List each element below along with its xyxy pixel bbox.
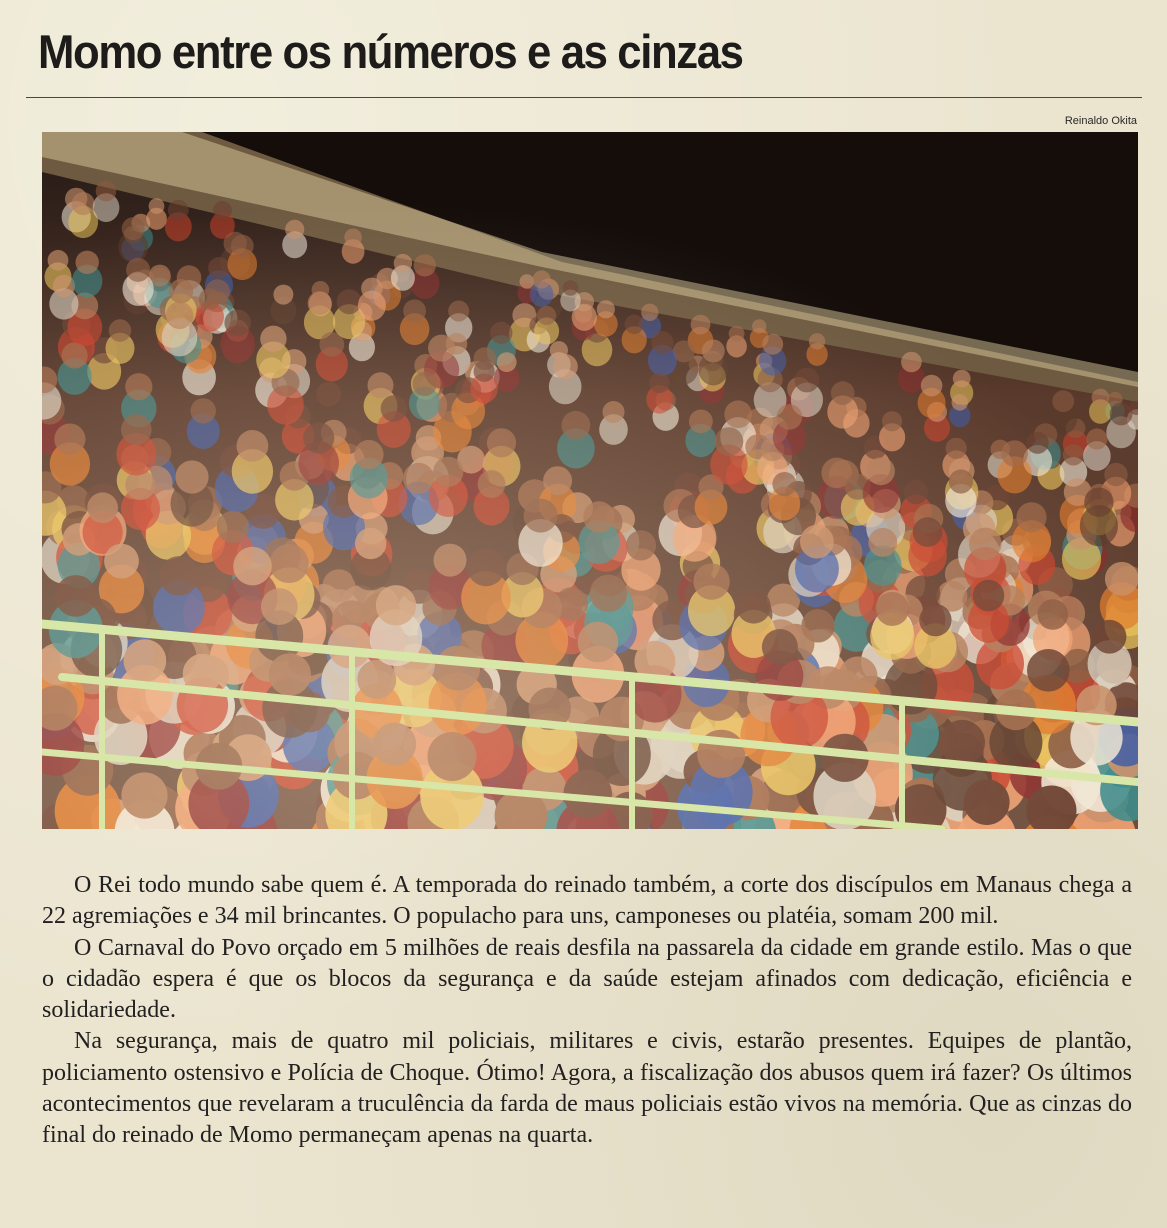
crowd-photo-illustration [42, 132, 1138, 829]
headline: Momo entre os números e as cinzas [38, 25, 743, 78]
article-body [42, 870, 1132, 1152]
crowd-photo [42, 132, 1138, 829]
headline-rule [26, 97, 1142, 98]
paragraph-1: O Rei todo mundo sabe quem é. A temporada do reinado também, a corte dos discípulos em Manaus chega a 22 agremiações e 34 mil brincantes. O populacho para uns, camponeses ou platéia, somam 200 mil. [42, 872, 1132, 930]
photo-credit: Reinaldo Okita [1064, 115, 1137, 127]
paragraph-2: O Carnaval do Povo orçado em 5 milhões de reais desfila na passarela da cidade em grande estilo. Mas o que o cidadão espera é que os blocos da segurança e da saúde estejam afinados com dedicação, eficiência e solidariedade. [42, 934, 1132, 1024]
paragraph-3: Na segurança, mais de quatro mil policiais, militares e civis, estarão presentes. Equipes de plantão, policiamento ostensivo e Polícia de Choque. Ótimo! Agora, a fiscalização dos abusos quem irá fazer? Os últimos acontecimentos que revelaram a truculência da farda de maus policiais estão vivos na memória. Que as cinzas do final do reinado de Momo permaneçam apenas na quarta. [42, 1028, 1132, 1149]
